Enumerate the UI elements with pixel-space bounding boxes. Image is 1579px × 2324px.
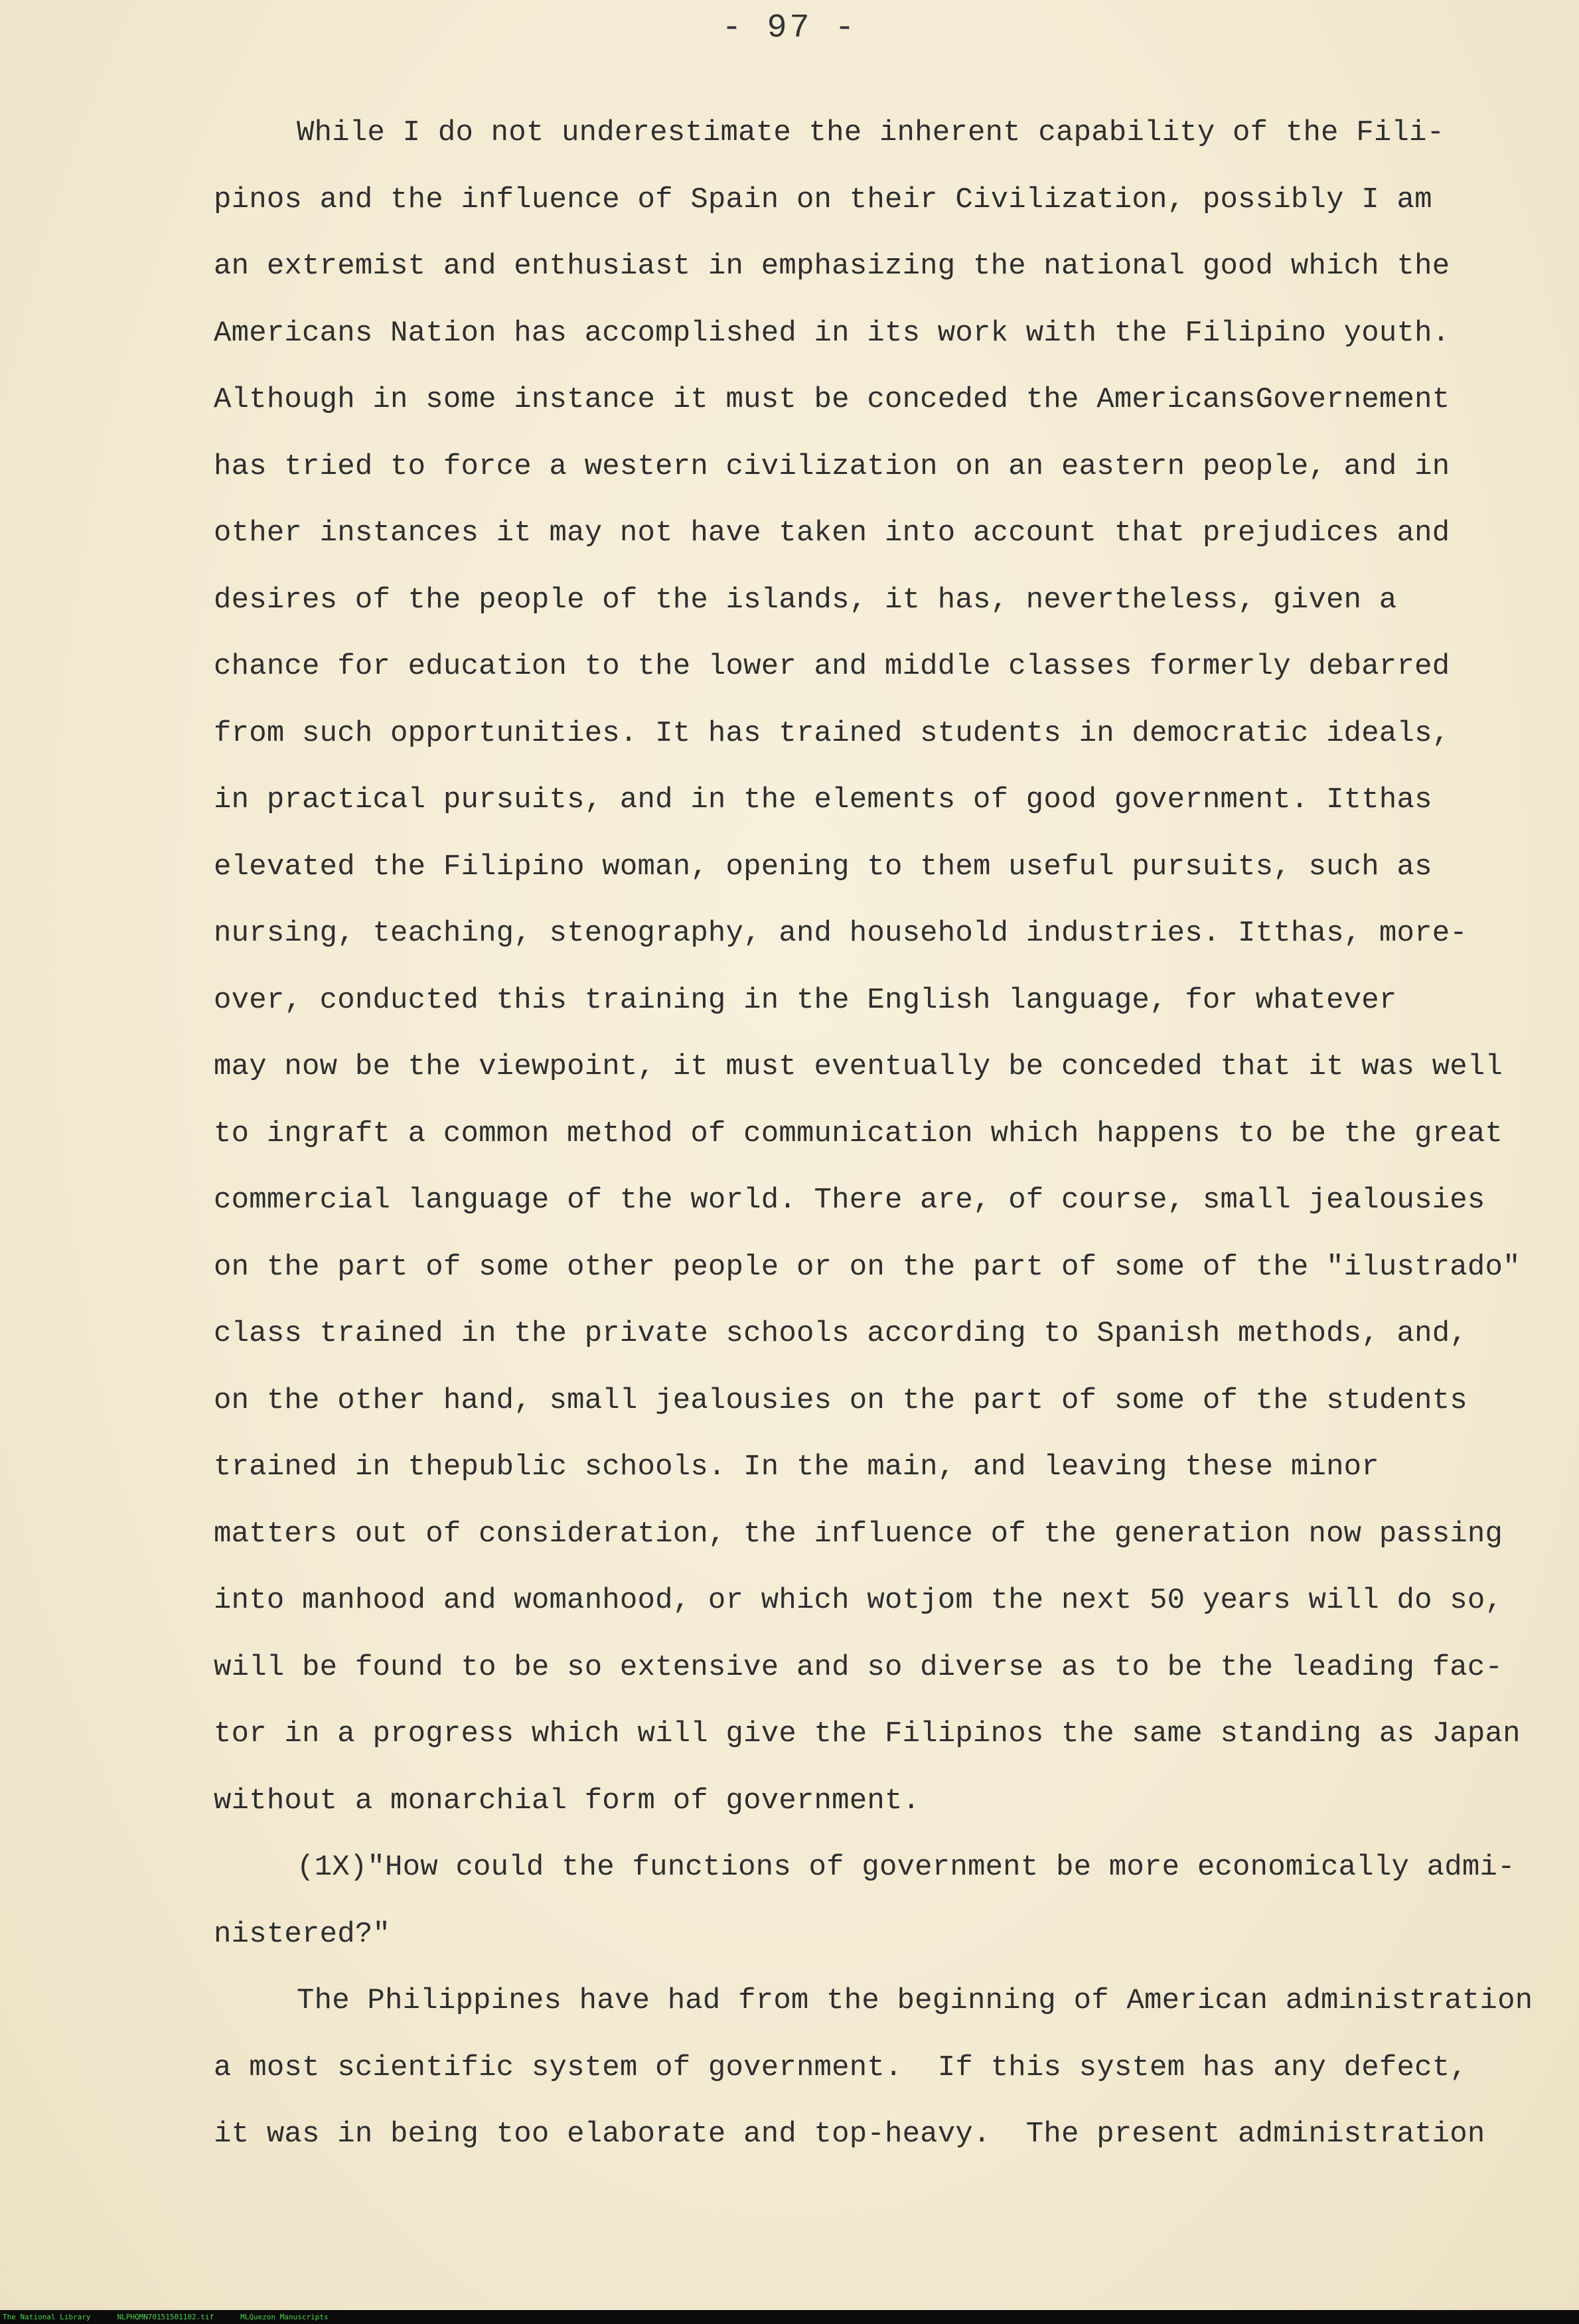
text-line: other instances it may not have taken into account that prejudices and [214,516,1450,550]
text-line: matters out of consideration, the influence of the generation now passing [214,1517,1503,1551]
text-line: nursing, teaching, stenography, and household industries. Itthas, more- [214,917,1467,950]
text-line: class trained in the private schools according to Spanish methods, and, [214,1317,1467,1350]
text-line: over, conducted this training in the English language, for whatever [214,983,1397,1017]
text-line: tor in a progress which will give the Filipinos the same standing as Japan [214,1717,1521,1750]
text-line: to ingraft a common method of communication which happens to be the great [214,1117,1503,1150]
text-line: a most scientific system of government. If this system has any defect, [214,2051,1467,2084]
text-line: into manhood and womanhood, or which wotjom the next 50 years will do so, [214,1584,1503,1617]
text-line: in practical pursuits, and in the elements of good government. Itthas [214,783,1432,816]
text-line: While I do not underestimate the inherent capability of the Fili- [297,116,1445,149]
question-heading-continued: nistered?" [214,1917,391,1951]
text-line: Although in some instance it must be conceded the AmericansGovernement [214,383,1450,416]
footer-collection: MLQuezon Manuscripts [240,2313,329,2321]
text-line: will be found to be so extensive and so diverse as to be the leading fac- [214,1650,1503,1684]
text-line: has tried to force a western civilization on an eastern people, and in [214,449,1450,483]
footer-file: NLPHQMN70151501102.tif [117,2313,214,2321]
page-number: - 97 - [721,9,858,47]
text-line: pinos and the influence of Spain on their Civilization, possibly I am [214,183,1432,216]
text-line: on the part of some other people or on the part of some of the "ilustrado" [214,1250,1521,1284]
scan-footer-bar [0,2310,1579,2324]
text-line: from such opportunities. It has trained students in democratic ideals, [214,716,1450,750]
text-line: on the other hand, small jealousies on the part of some of the students [214,1383,1467,1417]
question-heading: (1X)"How could the functions of government be more economically admi- [297,1851,1515,1884]
text-line: chance for education to the lower and middle classes formerly debarred [214,650,1450,683]
text-line: trained in thepublic schools. In the main, and leaving these minor [214,1450,1379,1484]
text-line: The Philippines have had from the beginning of American administration [297,1984,1533,2017]
text-line: it was in being too elaborate and top-heavy. The present administration [214,2118,1485,2151]
text-line: commercial language of the world. There are, of course, small jealousies [214,1184,1485,1217]
text-line: without a monarchial form of government. [214,1784,921,1818]
typed-body-text [214,100,1533,2168]
footer-library: The National Library [3,2313,91,2321]
text-line: Americans Nation has accomplished in its work with the Filipino youth. [214,316,1450,350]
text-line: elevated the Filipino woman, opening to them useful pursuits, such as [214,850,1432,884]
text-line: desires of the people of the islands, it has, nevertheless, given a [214,583,1397,617]
text-line: an extremist and enthusiast in emphasizing the national good which the [214,250,1450,283]
text-line: may now be the viewpoint, it must eventually be conceded that it was well [214,1050,1503,1083]
